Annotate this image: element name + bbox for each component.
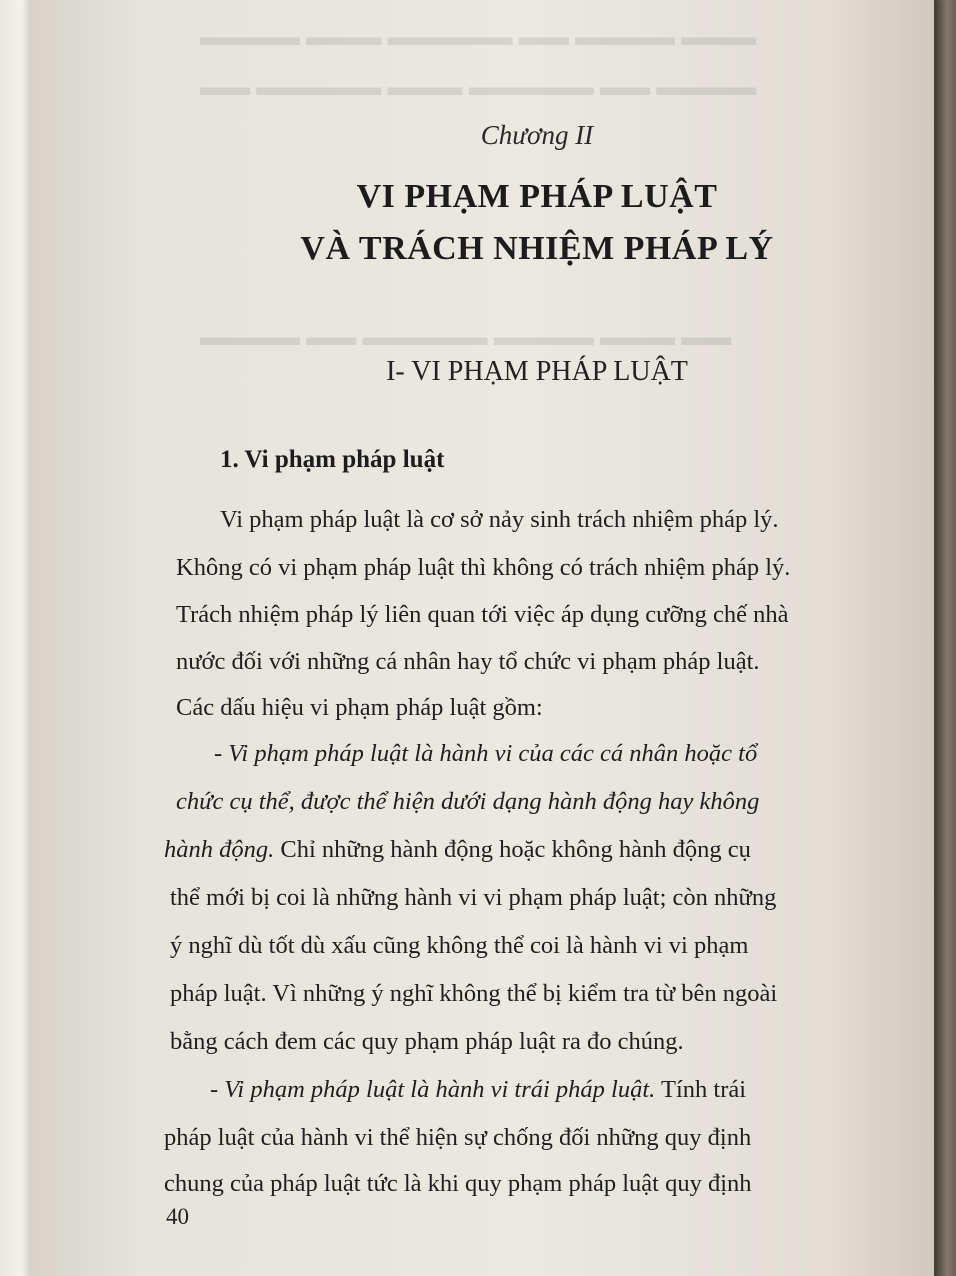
body-line: Các dấu hiệu vi phạm pháp luật gồm: (176, 694, 543, 721)
body-line: bằng cách đem các quy phạm pháp luật ra đo chúng. (170, 1028, 684, 1055)
body-line: thể mới bị coi là những hành vi vi phạm pháp luật; còn những (170, 884, 777, 911)
page-number: 40 (166, 1204, 189, 1229)
body-text (30, 0, 934, 1276)
body-line (164, 836, 751, 864)
body-line-italic-part: hành động. (164, 836, 275, 863)
show-through-texture: ▬▬▬▬ ▬▬ ▬▬▬▬▬ ▬▬▬ ▬▬▬▬▬ ▬▬ (200, 74, 757, 101)
body-line (210, 1076, 746, 1104)
body-line: chung của pháp luật tức là khi quy phạm pháp luật quy định (164, 1170, 752, 1197)
body-line-italic-part: - Vi phạm pháp luật là hành vi trái pháp luật. (210, 1076, 656, 1103)
book-spine-shadow (934, 0, 956, 1276)
body-line: Trách nhiệm pháp lý liên quan tới việc áp dụng cưỡng chế nhà (176, 601, 789, 628)
body-line: - Vi phạm pháp luật là hành vi của các cá nhân hoặc tổ (214, 740, 758, 767)
body-line: ý nghĩ dù tốt dù xấu cũng không thể coi là hành vi vi phạm (170, 932, 749, 959)
section-heading: I- VI PHẠM PHÁP LUẬT (386, 356, 688, 387)
chapter-title-line-1: VI PHẠM PHÁP LUẬT (356, 178, 718, 215)
body-line-rest: Tính trái (660, 1076, 747, 1103)
subheading: 1. Vi phạm pháp luật (220, 446, 445, 473)
body-line: nước đối với những cá nhân hay tổ chức vi phạm pháp luật. (176, 648, 760, 675)
chapter-label: Chương II (480, 120, 594, 150)
body-line: pháp luật của hành vi thể hiện sự chống đối những quy định (164, 1124, 752, 1151)
chapter-title-line-2: VÀ TRÁCH NHIỆM PHÁP LÝ (300, 230, 774, 267)
body-line: chức cụ thể, được thể hiện dưới dạng hành động hay không (176, 788, 760, 815)
body-line-rest: Chỉ những hành động hoặc không hành động cụ (280, 836, 751, 863)
book-page (30, 0, 934, 1276)
body-line: Vi phạm pháp luật là cơ sở nảy sinh trách nhiệm pháp lý. (220, 506, 779, 533)
body-line: Không có vi phạm pháp luật thì không có trách nhiệm pháp lý. (176, 554, 791, 581)
show-through-texture: ▬▬▬ ▬▬▬▬ ▬▬ ▬▬▬▬▬ ▬▬▬ ▬▬▬▬ (200, 24, 757, 51)
show-through-texture: ▬▬ ▬▬▬ ▬▬▬▬ ▬▬▬▬▬ ▬▬ ▬▬▬▬ (200, 324, 732, 351)
body-line: pháp luật. Vì những ý nghĩ không thể bị kiểm tra từ bên ngoài (170, 980, 778, 1007)
